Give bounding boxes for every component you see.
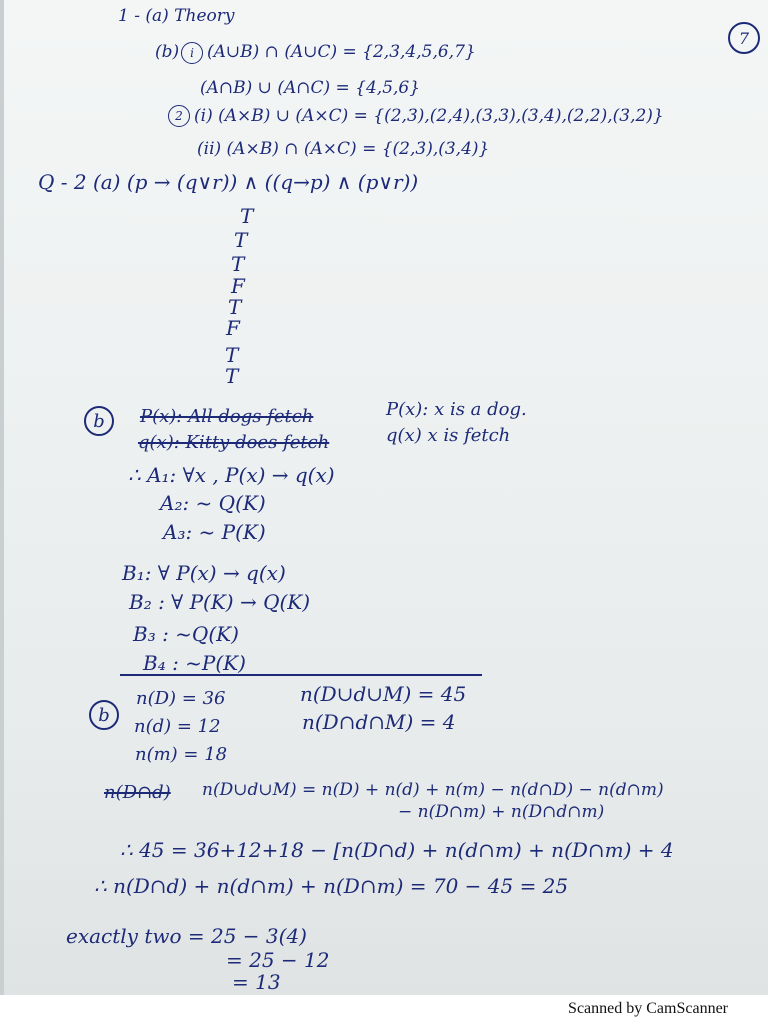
q2-a-heading: Q - 2 (a) (p → (q∨r)) ∧ ((q→p) ∧ (p∨r)) xyxy=(38,170,419,194)
equation-line1: ∴ 45 = 36+12+18 − [n(D∩d) + n(d∩m) + n(D∩m) + 4 xyxy=(120,838,674,862)
premise-b2: B₂ : ∀ P(K) → Q(K) xyxy=(129,590,311,614)
separator-line xyxy=(120,674,482,676)
page-number-circle xyxy=(728,22,760,54)
exactly-two-line2: = 25 − 12 xyxy=(226,948,330,972)
page-number: 7 xyxy=(738,28,750,48)
n-intersection-value: n(D∩d∩M) = 4 xyxy=(302,710,456,734)
premise-b3: B₃ : ~Q(K) xyxy=(133,622,239,646)
struck-definition-1: P(x): All dogs fetch xyxy=(140,406,314,427)
truth-value: T xyxy=(234,228,248,252)
union-formula-line1: n(D∪d∪M) = n(D) + n(d) + n(m) − n(d∩D) − n(d∩m) xyxy=(202,780,664,800)
q1-a-line: 1 - (a) Theory xyxy=(118,6,235,26)
truth-value: T xyxy=(231,252,245,276)
truth-value: T xyxy=(228,295,242,319)
premise-a1: ∴ A₁: ∀x , P(x) → q(x) xyxy=(128,463,335,487)
truth-value: T xyxy=(240,204,254,228)
part-b2-marker: b xyxy=(89,700,119,730)
n-D-value: n(D) = 36 xyxy=(136,688,226,709)
truth-value: F xyxy=(226,316,240,340)
q1-b-label: (b) xyxy=(155,42,180,62)
exactly-two-line1: exactly two = 25 − 3(4) xyxy=(66,924,307,948)
exactly-two-line3: = 13 xyxy=(232,970,281,994)
struck-definition-2: q(x): Kitty does fetch xyxy=(138,432,330,453)
truth-value: T xyxy=(225,364,239,388)
q1-b-line3: (i) (A×B) ∪ (A×C) = {(2,3),(2,4),(3,3),(3,4),(2,2),(3,2)} xyxy=(194,106,664,126)
definition-1: P(x): x is a dog. xyxy=(386,399,527,420)
q1-b-line1: (A∪B) ∩ (A∪C) = {2,3,4,5,6,7} xyxy=(207,42,476,62)
q1-b-line2: (A∩B) ∪ (A∩C) = {4,5,6} xyxy=(200,78,421,98)
premise-b4: B₄ : ~P(K) xyxy=(143,651,246,675)
q1-b-line4: (ii) (A×B) ∩ (A×C) = {(2,3),(3,4)} xyxy=(197,139,490,159)
truth-value: F xyxy=(231,274,245,298)
premise-b1: B₁: ∀ P(x) → q(x) xyxy=(122,561,286,585)
premise-a2: A₂: ~ Q(K) xyxy=(160,491,266,515)
definition-2: q(x) x is fetch xyxy=(386,425,511,446)
n-d-value: n(d) = 12 xyxy=(134,716,221,737)
scanner-watermark: Scanned by CamScanner xyxy=(568,1000,728,1017)
n-union-value: n(D∪d∪M) = 45 xyxy=(300,682,467,706)
n-m-value: n(m) = 18 xyxy=(135,744,228,765)
union-formula-line2: − n(D∩m) + n(D∩d∩m) xyxy=(398,802,605,822)
page-edge-shadow xyxy=(0,0,4,995)
struck-term: n(D∩d) xyxy=(104,782,171,803)
part-b-marker: b xyxy=(84,406,114,436)
equation-line2: ∴ n(D∩d) + n(d∩m) + n(D∩m) = 70 − 45 = 25 xyxy=(94,874,569,898)
premise-a3: A₃: ~ P(K) xyxy=(163,520,266,544)
q1-b-2-marker: 2 xyxy=(168,105,190,127)
truth-value: T xyxy=(225,343,239,367)
q1-b-i-marker: i xyxy=(181,42,203,64)
